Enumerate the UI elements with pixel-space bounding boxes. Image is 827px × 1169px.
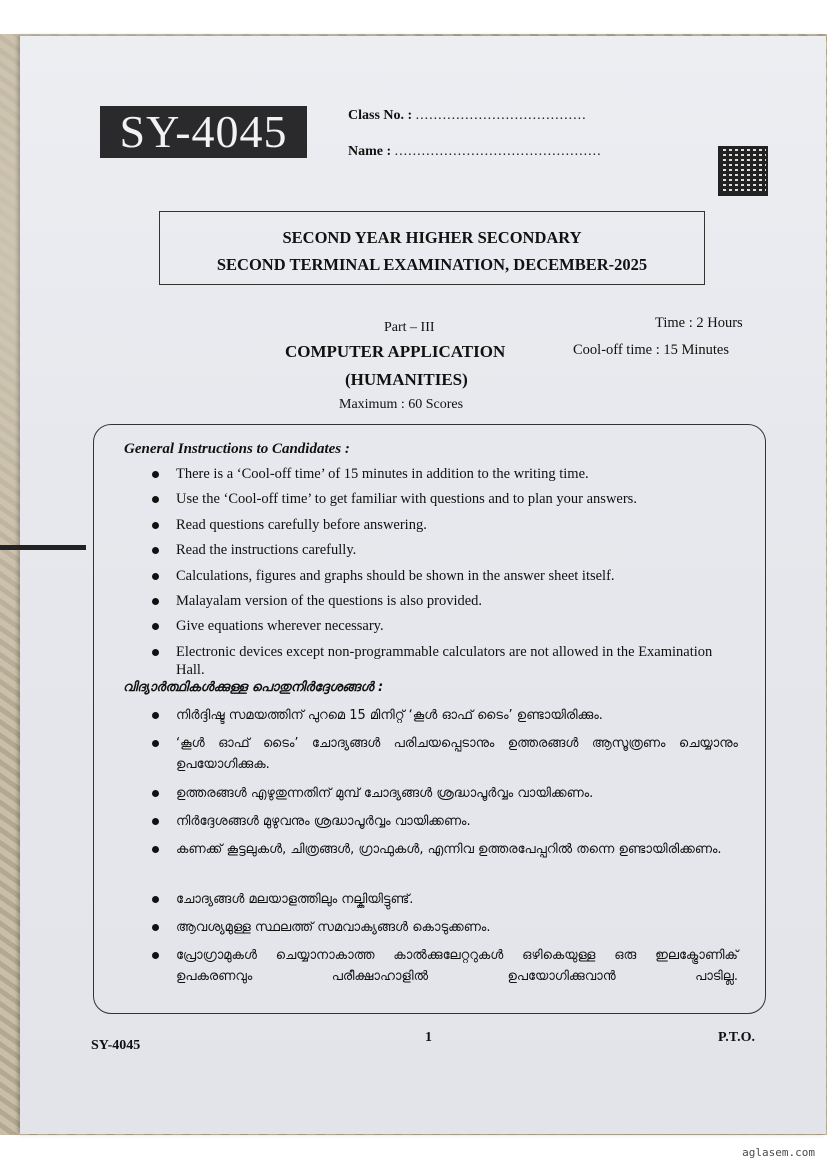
stream-title: (HUMANITIES) [345,370,468,389]
list-item: Read questions carefully before answering. [148,516,728,541]
paper-code-box: SY-4045 [100,106,307,158]
pto-label: P.T.O. [718,1030,755,1045]
class-no-dots: ...................................... [415,108,587,123]
list-item: ‘കൂൾ ഓഫ് ടൈം’ ചോദ്യങ്ങൾ പരിചയപ്പെടാനും ഉത്തരങ്ങൾ ആസൂത്രണം ചെയ്യാനും ഉപയോഗിക്കുക. [148,733,738,783]
name-label: Name : [348,144,392,159]
subject-title: COMPUTER APPLICATION [285,342,506,361]
edge-mark [0,545,86,550]
name-field [348,144,602,160]
name-dots: .............................................. [394,144,602,159]
list-item: Give equations wherever necessary. [148,617,728,642]
instructions-list-ml [148,705,738,989]
list-item: കണക്ക് കൂട്ടലുകൾ, ചിത്രങ്ങൾ, ഗ്രാഫുകൾ, എന്നിവ ഉത്തരപേപ്പറിൽ തന്നെ ഉണ്ടായിരിക്കണം. [148,839,738,889]
class-no-field [348,108,587,124]
list-item: പ്രോഗ്രാമുകൾ ചെയ്യാനാകാത്ത കാൽക്കുലേറ്ററുകൾ ഒഴികെയുള്ള ഒരു ഇലക്ട്രോണിക് ഉപകരണവും പരീക്ഷാഹാളിൽ ഉപയോഗിക്കുവാൻ പാടില്ല. [148,945,738,989]
list-item: Read the instructions carefully. [148,541,728,566]
time-info: Time : 2 Hours [655,315,743,331]
list-item: ഉത്തരങ്ങൾ എഴുതുന്നതിന് മുമ്പ് ചോദ്യങ്ങൾ ശ്രദ്ധാപൂർവ്വം വായിക്കണം. [148,783,738,811]
list-item: നിർദ്ദിഷ്ട സമയത്തിന് പുറമെ 15 മിനിറ്റ് ‘കൂൾ ഓഫ് ടൈം’ ഉണ്ടായിരിക്കും. [148,705,738,733]
max-score: Maximum : 60 Scores [339,397,464,412]
list-item: നിർദ്ദേശങ്ങൾ മുഴുവനും ശ്രദ്ധാപൂർവ്വം വായിക്കണം. [148,811,738,839]
watermark: aglasem.com [742,1146,815,1159]
footer-code: SY-4045 [91,1038,141,1053]
cool-off-info: Cool-off time : 15 Minutes [573,342,730,358]
instructions-heading-ml: വിദ്യാർത്ഥികൾക്കുള്ള പൊതുനിർദ്ദേശങ്ങൾ : [123,680,384,695]
instructions-heading-en: General Instructions to Candidates : [124,441,350,457]
list-item: Calculations, figures and graphs should be shown in the answer sheet itself. [148,567,728,592]
list-item: ചോദ്യങ്ങൾ മലയാളത്തിലും നല്കിയിട്ടുണ്ട്. [148,889,738,917]
exam-title-box [159,211,705,285]
list-item: Use the ‘Cool-off time’ to get familiar with questions and to plan your answers. [148,490,728,515]
page-number: 1 [425,1030,432,1045]
exam-title-line1: SECOND YEAR HIGHER SECONDARY [282,228,582,247]
list-item: ആവശ്യമുള്ള സ്ഥലത്ത് സമവാക്യങ്ങൾ കൊടുക്കണം. [148,917,738,945]
exam-title-line2: SECOND TERMINAL EXAMINATION, DECEMBER-2025 [216,255,648,274]
list-item: Electronic devices except non-programmable calculators are not allowed in the Examination Hall. [148,643,728,681]
part-label: Part – III [384,320,435,335]
list-item: There is a ‘Cool-off time’ of 15 minutes in addition to the writing time. [148,465,728,490]
qr-code [720,148,766,194]
instructions-list-en [148,465,728,681]
class-no-label: Class No. : [348,108,413,123]
list-item: Malayalam version of the questions is also provided. [148,592,728,617]
